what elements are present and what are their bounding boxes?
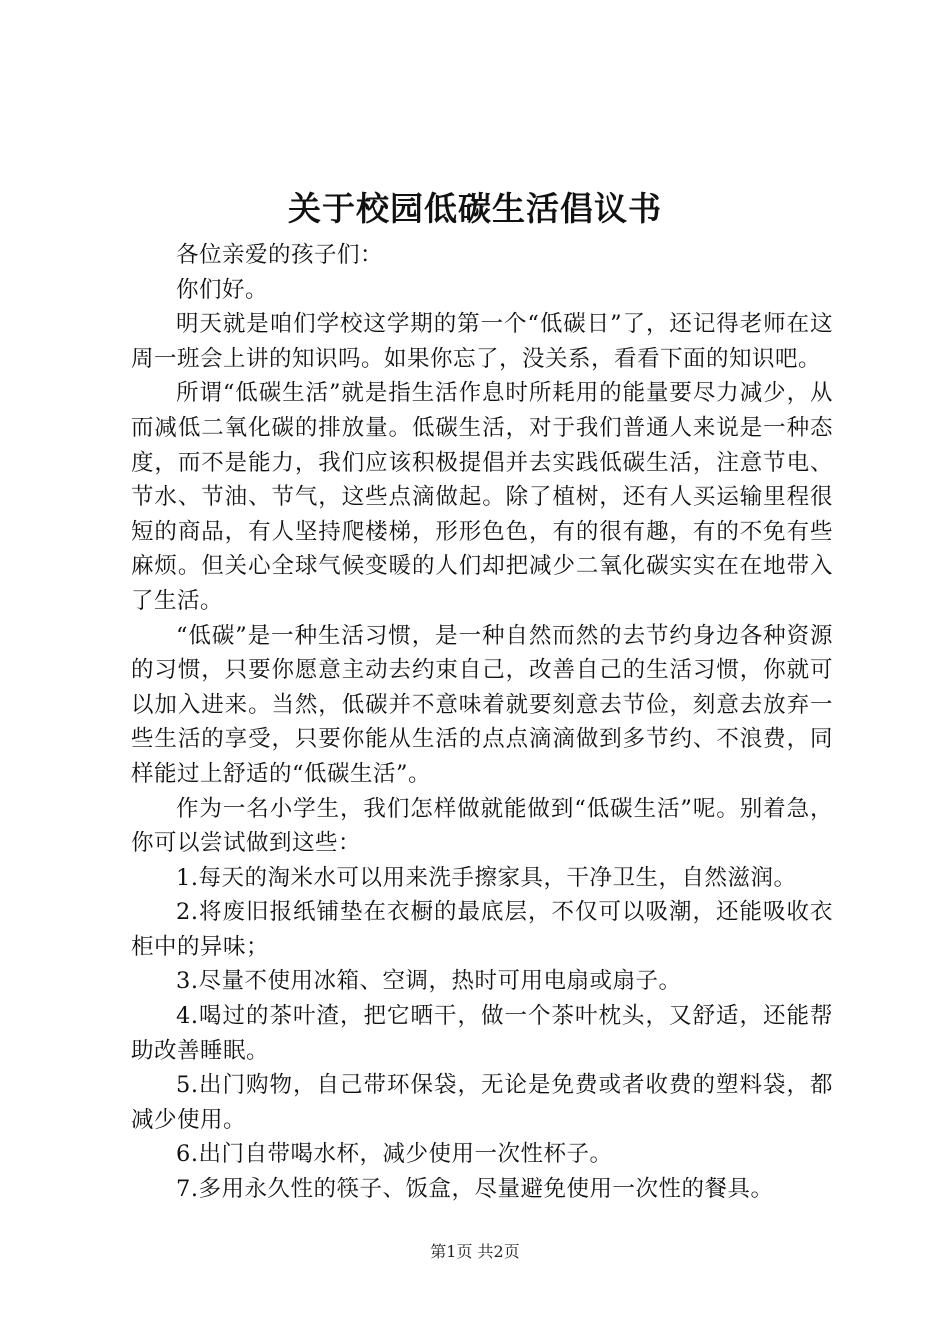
list-item: 4.喝过的茶叶渣，把它晒干，做一个茶叶枕头，又舒适，还能帮助改善睡眠。 [131, 1003, 833, 1064]
page-number-footer: 第1页 共2页 [430, 1242, 520, 1261]
list-item: 1.每天的淘米水可以用来洗手擦家具，干净卫生，自然滋润。 [176, 864, 797, 891]
greeting: 你们好。 [176, 276, 269, 303]
paragraph-habit: “低碳”是一种生活习惯，是一种自然而然的去节约身边各种资源的习惯，只要你愿意主动去约束自己，改善自己的生活习惯，你就可以加入进来。当然，低碳并不意味着就要刻意去节俭，刻意去放弃一些生活的享受，只要你能从生活的点点滴滴做到多节约、不浪费，同样能过上舒适的“低碳生活”。 [131, 622, 833, 787]
paragraph-how-to: 作为一名小学生，我们怎样做就能做到“低碳生活”呢。别着急，你可以尝试做到这些： [131, 795, 833, 857]
list-item: 7.多用永久性的筷子、饭盒，尽量避免使用一次性的餐具。 [176, 1176, 774, 1203]
salutation: 各位亲爱的孩子们： [176, 242, 384, 268]
paragraph-intro: 明天就是咱们学校这学期的第一个“低碳日”了，还记得老师在这周一班会上讲的知识吗。如果你忘了，没关系，看看下面的知识吧。 [131, 311, 833, 372]
document-title: 关于校园低碳生活倡议书 [288, 189, 662, 228]
list-item: 5.出门购物，自己带环保袋，无论是免费或者收费的塑料袋，都减少使用。 [131, 1072, 833, 1133]
list-item: 3.尽量不使用冰箱、空调，热时可用电扇或扇子。 [176, 968, 682, 995]
list-item: 6.出门自带喝水杯，减少使用一次性杯子。 [176, 1141, 613, 1168]
list-item: 2.将废旧报纸铺垫在衣橱的最底层，不仅可以吸潮，还能吸收衣柜中的异味； [131, 899, 833, 960]
paragraph-definition: 所谓“低碳生活”就是指生活作息时所耗用的能量要尽力减少，从而减低二氧化碳的排放量。低碳生活，对于我们普通人来说是一种态度，而不是能力，我们应该积极提倡并去实践低碳生活，注意节电、节水、节油、节气，这些点滴做起。除了植树，还有人买运输里程很短的商品，有人坚持爬楼梯，形形色色，有的很有趣，有的不免有些麻烦。但关心全球气候变暖的人们却把减少二氧化碳实实在在地带入了生活。 [131, 380, 833, 614]
document-body [131, 238, 833, 1207]
